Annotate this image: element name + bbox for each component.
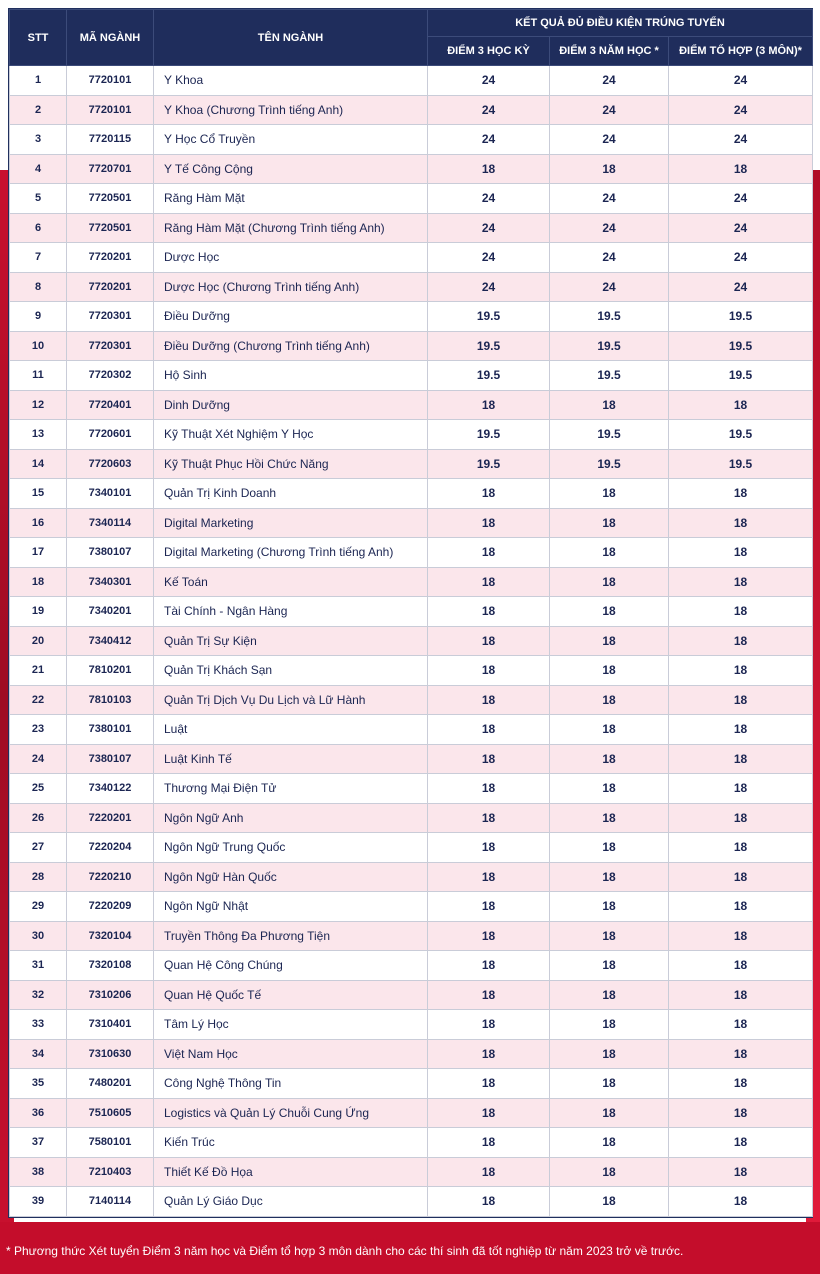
table-row bbox=[10, 1157, 813, 1187]
row-major-name: Y Khoa bbox=[154, 66, 428, 96]
row-stt: 4 bbox=[10, 154, 67, 184]
row-score-3-semesters: 19.5 bbox=[428, 361, 550, 391]
row-score-3-semesters: 24 bbox=[428, 272, 550, 302]
row-major-name: Luật bbox=[154, 715, 428, 745]
table-row bbox=[10, 685, 813, 715]
row-major-name: Ngôn Ngữ Hàn Quốc bbox=[154, 862, 428, 892]
row-score-3-years: 19.5 bbox=[550, 302, 669, 332]
row-score-3-years: 24 bbox=[550, 125, 669, 155]
row-score-3-years: 18 bbox=[550, 921, 669, 951]
row-score-3-semesters: 18 bbox=[428, 744, 550, 774]
row-score-3-years: 19.5 bbox=[550, 331, 669, 361]
row-score-combination: 18 bbox=[669, 980, 813, 1010]
row-major-name: Ngôn Ngữ Trung Quốc bbox=[154, 833, 428, 863]
row-major-name: Hộ Sinh bbox=[154, 361, 428, 391]
row-score-3-years: 18 bbox=[550, 1098, 669, 1128]
header-score-3-years: ĐIỂM 3 NĂM HỌC * bbox=[550, 37, 669, 66]
row-score-3-semesters: 24 bbox=[428, 243, 550, 273]
header-code: MÃ NGÀNH bbox=[67, 10, 154, 66]
row-score-combination: 18 bbox=[669, 1069, 813, 1099]
row-major-name: Kiến Trúc bbox=[154, 1128, 428, 1158]
row-score-3-semesters: 18 bbox=[428, 803, 550, 833]
row-major-name: Điều Dưỡng (Chương Trình tiếng Anh) bbox=[154, 331, 428, 361]
row-code: 7720201 bbox=[67, 243, 154, 273]
row-score-combination: 24 bbox=[669, 125, 813, 155]
row-code: 7380107 bbox=[67, 744, 154, 774]
row-stt: 19 bbox=[10, 597, 67, 627]
row-code: 7320104 bbox=[67, 921, 154, 951]
row-code: 7720101 bbox=[67, 95, 154, 125]
table-row bbox=[10, 243, 813, 273]
row-stt: 16 bbox=[10, 508, 67, 538]
table-row bbox=[10, 125, 813, 155]
row-major-name: Y Học Cổ Truyền bbox=[154, 125, 428, 155]
row-stt: 31 bbox=[10, 951, 67, 981]
row-score-3-semesters: 24 bbox=[428, 66, 550, 96]
row-code: 7220204 bbox=[67, 833, 154, 863]
table-row bbox=[10, 95, 813, 125]
row-code: 7340201 bbox=[67, 597, 154, 627]
row-major-name: Quản Trị Kinh Doanh bbox=[154, 479, 428, 509]
row-code: 7340101 bbox=[67, 479, 154, 509]
header-score-3-semesters: ĐIỂM 3 HỌC KỲ bbox=[428, 37, 550, 66]
row-score-combination: 18 bbox=[669, 626, 813, 656]
row-code: 7720201 bbox=[67, 272, 154, 302]
row-score-3-semesters: 18 bbox=[428, 1069, 550, 1099]
table-row bbox=[10, 862, 813, 892]
table-row bbox=[10, 390, 813, 420]
row-stt: 2 bbox=[10, 95, 67, 125]
row-score-combination: 18 bbox=[669, 951, 813, 981]
row-score-3-years: 18 bbox=[550, 744, 669, 774]
table-row bbox=[10, 715, 813, 745]
table-row bbox=[10, 1069, 813, 1099]
row-score-3-semesters: 18 bbox=[428, 774, 550, 804]
row-stt: 17 bbox=[10, 538, 67, 568]
row-score-3-semesters: 18 bbox=[428, 1187, 550, 1217]
row-score-combination: 18 bbox=[669, 685, 813, 715]
row-stt: 32 bbox=[10, 980, 67, 1010]
table-row bbox=[10, 921, 813, 951]
row-score-combination: 24 bbox=[669, 95, 813, 125]
table-row bbox=[10, 980, 813, 1010]
row-score-3-years: 19.5 bbox=[550, 361, 669, 391]
row-stt: 24 bbox=[10, 744, 67, 774]
row-score-3-years: 18 bbox=[550, 833, 669, 863]
row-score-combination: 18 bbox=[669, 479, 813, 509]
row-score-3-years: 18 bbox=[550, 538, 669, 568]
row-score-combination: 19.5 bbox=[669, 331, 813, 361]
row-major-name: Dược Học (Chương Trình tiếng Anh) bbox=[154, 272, 428, 302]
table-row bbox=[10, 833, 813, 863]
table-row bbox=[10, 1010, 813, 1040]
row-stt: 27 bbox=[10, 833, 67, 863]
row-major-name: Điều Dưỡng bbox=[154, 302, 428, 332]
row-score-3-years: 24 bbox=[550, 66, 669, 96]
row-score-3-semesters: 18 bbox=[428, 538, 550, 568]
row-code: 7340301 bbox=[67, 567, 154, 597]
row-score-combination: 18 bbox=[669, 1098, 813, 1128]
row-code: 7220210 bbox=[67, 862, 154, 892]
row-score-3-years: 18 bbox=[550, 951, 669, 981]
row-score-combination: 18 bbox=[669, 567, 813, 597]
row-score-3-semesters: 24 bbox=[428, 213, 550, 243]
row-score-3-years: 18 bbox=[550, 685, 669, 715]
admission-score-table bbox=[9, 9, 813, 1217]
row-stt: 15 bbox=[10, 479, 67, 509]
row-major-name: Quản Trị Khách Sạn bbox=[154, 656, 428, 686]
row-major-name: Ngôn Ngữ Nhật bbox=[154, 892, 428, 922]
row-score-combination: 18 bbox=[669, 862, 813, 892]
row-score-combination: 18 bbox=[669, 154, 813, 184]
row-major-name: Digital Marketing (Chương Trình tiếng Anh) bbox=[154, 538, 428, 568]
table-row bbox=[10, 479, 813, 509]
row-score-3-semesters: 18 bbox=[428, 597, 550, 627]
row-major-name: Kỹ Thuật Xét Nghiệm Y Học bbox=[154, 420, 428, 450]
table-row bbox=[10, 656, 813, 686]
row-major-name: Quản Lý Giáo Dục bbox=[154, 1187, 428, 1217]
table-row bbox=[10, 1187, 813, 1217]
table-row bbox=[10, 774, 813, 804]
row-code: 7210403 bbox=[67, 1157, 154, 1187]
row-score-3-semesters: 18 bbox=[428, 154, 550, 184]
row-score-3-semesters: 18 bbox=[428, 390, 550, 420]
table-row bbox=[10, 1128, 813, 1158]
row-code: 7340412 bbox=[67, 626, 154, 656]
footnote: * Phương thức Xét tuyển Điểm 3 năm học và Điểm tổ hợp 3 môn dành cho các thí sinh đã tốt nghiệp từ năm 2023 trở về trước. bbox=[6, 1244, 684, 1258]
row-score-3-semesters: 18 bbox=[428, 1039, 550, 1069]
row-stt: 8 bbox=[10, 272, 67, 302]
row-score-combination: 18 bbox=[669, 597, 813, 627]
row-stt: 36 bbox=[10, 1098, 67, 1128]
row-stt: 37 bbox=[10, 1128, 67, 1158]
row-score-combination: 19.5 bbox=[669, 361, 813, 391]
row-major-name: Công Nghệ Thông Tin bbox=[154, 1069, 428, 1099]
table-row bbox=[10, 154, 813, 184]
row-score-3-semesters: 19.5 bbox=[428, 420, 550, 450]
row-stt: 5 bbox=[10, 184, 67, 214]
row-stt: 3 bbox=[10, 125, 67, 155]
row-score-3-years: 24 bbox=[550, 272, 669, 302]
table-header bbox=[10, 10, 813, 66]
row-major-name: Truyền Thông Đa Phương Tiện bbox=[154, 921, 428, 951]
row-score-3-semesters: 19.5 bbox=[428, 331, 550, 361]
row-stt: 39 bbox=[10, 1187, 67, 1217]
row-score-3-years: 18 bbox=[550, 803, 669, 833]
row-major-name: Dược Học bbox=[154, 243, 428, 273]
row-stt: 12 bbox=[10, 390, 67, 420]
row-major-name: Kế Toán bbox=[154, 567, 428, 597]
row-code: 7380107 bbox=[67, 538, 154, 568]
row-stt: 33 bbox=[10, 1010, 67, 1040]
table-row bbox=[10, 272, 813, 302]
row-score-3-years: 18 bbox=[550, 597, 669, 627]
row-code: 7720101 bbox=[67, 66, 154, 96]
row-score-combination: 18 bbox=[669, 390, 813, 420]
table-row bbox=[10, 597, 813, 627]
row-major-name: Kỹ Thuật Phục Hồi Chức Năng bbox=[154, 449, 428, 479]
row-code: 7720501 bbox=[67, 184, 154, 214]
row-score-3-semesters: 24 bbox=[428, 125, 550, 155]
row-score-3-years: 19.5 bbox=[550, 449, 669, 479]
row-major-name: Quản Trị Sự Kiện bbox=[154, 626, 428, 656]
row-stt: 30 bbox=[10, 921, 67, 951]
row-stt: 14 bbox=[10, 449, 67, 479]
table-row bbox=[10, 538, 813, 568]
row-major-name: Ngôn Ngữ Anh bbox=[154, 803, 428, 833]
row-score-combination: 18 bbox=[669, 1039, 813, 1069]
table-row bbox=[10, 1098, 813, 1128]
row-score-3-semesters: 24 bbox=[428, 184, 550, 214]
row-score-3-semesters: 18 bbox=[428, 567, 550, 597]
row-score-3-semesters: 18 bbox=[428, 833, 550, 863]
row-code: 7380101 bbox=[67, 715, 154, 745]
row-stt: 20 bbox=[10, 626, 67, 656]
row-stt: 13 bbox=[10, 420, 67, 450]
row-score-3-years: 18 bbox=[550, 656, 669, 686]
row-code: 7480201 bbox=[67, 1069, 154, 1099]
row-score-3-years: 24 bbox=[550, 95, 669, 125]
row-major-name: Quan Hệ Công Chúng bbox=[154, 951, 428, 981]
row-score-3-semesters: 18 bbox=[428, 921, 550, 951]
row-stt: 23 bbox=[10, 715, 67, 745]
row-score-3-years: 18 bbox=[550, 508, 669, 538]
row-score-combination: 24 bbox=[669, 243, 813, 273]
row-major-name: Tài Chính - Ngân Hàng bbox=[154, 597, 428, 627]
row-score-3-years: 18 bbox=[550, 390, 669, 420]
row-major-name: Quan Hệ Quốc Tế bbox=[154, 980, 428, 1010]
row-code: 7720301 bbox=[67, 302, 154, 332]
row-stt: 29 bbox=[10, 892, 67, 922]
row-score-3-years: 18 bbox=[550, 567, 669, 597]
row-score-combination: 18 bbox=[669, 1128, 813, 1158]
row-score-3-years: 18 bbox=[550, 1039, 669, 1069]
table-row bbox=[10, 744, 813, 774]
row-major-name: Y Khoa (Chương Trình tiếng Anh) bbox=[154, 95, 428, 125]
row-score-3-years: 18 bbox=[550, 479, 669, 509]
row-code: 7310206 bbox=[67, 980, 154, 1010]
row-code: 7340122 bbox=[67, 774, 154, 804]
row-score-combination: 24 bbox=[669, 184, 813, 214]
row-code: 7720301 bbox=[67, 331, 154, 361]
table-row bbox=[10, 626, 813, 656]
row-major-name: Thiết Kế Đồ Họa bbox=[154, 1157, 428, 1187]
row-score-3-semesters: 19.5 bbox=[428, 449, 550, 479]
row-code: 7220201 bbox=[67, 803, 154, 833]
row-score-3-years: 24 bbox=[550, 213, 669, 243]
row-score-3-semesters: 19.5 bbox=[428, 302, 550, 332]
row-major-name: Dinh Dưỡng bbox=[154, 390, 428, 420]
row-score-3-years: 19.5 bbox=[550, 420, 669, 450]
row-score-combination: 18 bbox=[669, 833, 813, 863]
row-score-3-years: 18 bbox=[550, 1069, 669, 1099]
row-code: 7320108 bbox=[67, 951, 154, 981]
row-code: 7720401 bbox=[67, 390, 154, 420]
row-score-3-semesters: 18 bbox=[428, 1098, 550, 1128]
row-score-3-years: 18 bbox=[550, 154, 669, 184]
table-row bbox=[10, 567, 813, 597]
row-score-3-semesters: 18 bbox=[428, 626, 550, 656]
row-code: 7510605 bbox=[67, 1098, 154, 1128]
row-score-combination: 19.5 bbox=[669, 302, 813, 332]
row-code: 7810201 bbox=[67, 656, 154, 686]
row-code: 7720501 bbox=[67, 213, 154, 243]
row-score-combination: 18 bbox=[669, 1187, 813, 1217]
row-score-combination: 24 bbox=[669, 272, 813, 302]
header-result-group: KẾT QUẢ ĐỦ ĐIỀU KIỆN TRÚNG TUYỂN bbox=[428, 10, 813, 37]
row-score-combination: 18 bbox=[669, 656, 813, 686]
row-score-3-semesters: 18 bbox=[428, 656, 550, 686]
table-row bbox=[10, 1039, 813, 1069]
header-stt: STT bbox=[10, 10, 67, 66]
row-code: 7810103 bbox=[67, 685, 154, 715]
row-stt: 21 bbox=[10, 656, 67, 686]
row-score-3-semesters: 18 bbox=[428, 715, 550, 745]
table-row bbox=[10, 892, 813, 922]
row-code: 7340114 bbox=[67, 508, 154, 538]
row-stt: 6 bbox=[10, 213, 67, 243]
row-major-name: Việt Nam Học bbox=[154, 1039, 428, 1069]
row-score-3-semesters: 18 bbox=[428, 1157, 550, 1187]
row-score-combination: 18 bbox=[669, 1157, 813, 1187]
row-score-3-years: 18 bbox=[550, 980, 669, 1010]
header-name: TÊN NGÀNH bbox=[154, 10, 428, 66]
row-major-name: Logistics và Quản Lý Chuỗi Cung Ứng bbox=[154, 1098, 428, 1128]
row-score-combination: 18 bbox=[669, 715, 813, 745]
row-stt: 28 bbox=[10, 862, 67, 892]
row-score-combination: 24 bbox=[669, 66, 813, 96]
row-score-3-years: 18 bbox=[550, 1010, 669, 1040]
row-score-3-years: 18 bbox=[550, 862, 669, 892]
table-row bbox=[10, 213, 813, 243]
row-stt: 34 bbox=[10, 1039, 67, 1069]
row-major-name: Thương Mại Điện Tử bbox=[154, 774, 428, 804]
row-score-3-semesters: 24 bbox=[428, 95, 550, 125]
row-stt: 38 bbox=[10, 1157, 67, 1187]
row-code: 7140114 bbox=[67, 1187, 154, 1217]
row-score-3-semesters: 18 bbox=[428, 685, 550, 715]
row-code: 7310630 bbox=[67, 1039, 154, 1069]
row-score-3-years: 18 bbox=[550, 1187, 669, 1217]
row-score-combination: 18 bbox=[669, 892, 813, 922]
row-stt: 7 bbox=[10, 243, 67, 273]
row-score-combination: 19.5 bbox=[669, 449, 813, 479]
row-score-combination: 18 bbox=[669, 538, 813, 568]
row-major-name: Digital Marketing bbox=[154, 508, 428, 538]
row-score-combination: 18 bbox=[669, 744, 813, 774]
row-stt: 18 bbox=[10, 567, 67, 597]
admission-table-container bbox=[8, 8, 813, 1218]
row-code: 7720701 bbox=[67, 154, 154, 184]
row-score-3-semesters: 18 bbox=[428, 951, 550, 981]
row-major-name: Tâm Lý Học bbox=[154, 1010, 428, 1040]
row-score-3-semesters: 18 bbox=[428, 479, 550, 509]
table-body bbox=[10, 66, 813, 1217]
row-major-name: Luật Kinh Tế bbox=[154, 744, 428, 774]
row-score-combination: 18 bbox=[669, 803, 813, 833]
table-row bbox=[10, 361, 813, 391]
row-score-3-semesters: 18 bbox=[428, 892, 550, 922]
table-row bbox=[10, 803, 813, 833]
row-code: 7720603 bbox=[67, 449, 154, 479]
row-stt: 9 bbox=[10, 302, 67, 332]
row-code: 7720601 bbox=[67, 420, 154, 450]
row-score-3-semesters: 18 bbox=[428, 1128, 550, 1158]
row-major-name: Răng Hàm Mặt (Chương Trình tiếng Anh) bbox=[154, 213, 428, 243]
row-stt: 11 bbox=[10, 361, 67, 391]
row-code: 7310401 bbox=[67, 1010, 154, 1040]
row-score-3-semesters: 18 bbox=[428, 508, 550, 538]
row-score-combination: 24 bbox=[669, 213, 813, 243]
table-row bbox=[10, 951, 813, 981]
row-score-3-years: 18 bbox=[550, 715, 669, 745]
row-major-name: Y Tế Công Cộng bbox=[154, 154, 428, 184]
row-code: 7580101 bbox=[67, 1128, 154, 1158]
row-score-3-years: 24 bbox=[550, 184, 669, 214]
row-stt: 22 bbox=[10, 685, 67, 715]
row-stt: 10 bbox=[10, 331, 67, 361]
row-code: 7220209 bbox=[67, 892, 154, 922]
row-score-3-semesters: 18 bbox=[428, 980, 550, 1010]
row-score-3-years: 24 bbox=[550, 243, 669, 273]
row-score-combination: 18 bbox=[669, 1010, 813, 1040]
row-stt: 26 bbox=[10, 803, 67, 833]
row-code: 7720115 bbox=[67, 125, 154, 155]
row-score-3-years: 18 bbox=[550, 892, 669, 922]
row-score-3-years: 18 bbox=[550, 626, 669, 656]
table-row bbox=[10, 302, 813, 332]
row-stt: 1 bbox=[10, 66, 67, 96]
row-score-3-years: 18 bbox=[550, 1157, 669, 1187]
row-code: 7720302 bbox=[67, 361, 154, 391]
row-major-name: Răng Hàm Mặt bbox=[154, 184, 428, 214]
table-row bbox=[10, 420, 813, 450]
row-major-name: Quản Trị Dịch Vụ Du Lịch và Lữ Hành bbox=[154, 685, 428, 715]
row-score-3-years: 18 bbox=[550, 774, 669, 804]
table-row bbox=[10, 184, 813, 214]
table-row bbox=[10, 508, 813, 538]
row-score-3-semesters: 18 bbox=[428, 862, 550, 892]
row-score-combination: 18 bbox=[669, 774, 813, 804]
table-row bbox=[10, 449, 813, 479]
row-stt: 25 bbox=[10, 774, 67, 804]
row-score-combination: 19.5 bbox=[669, 420, 813, 450]
row-score-3-years: 18 bbox=[550, 1128, 669, 1158]
row-stt: 35 bbox=[10, 1069, 67, 1099]
row-score-3-semesters: 18 bbox=[428, 1010, 550, 1040]
table-row bbox=[10, 331, 813, 361]
row-score-combination: 18 bbox=[669, 921, 813, 951]
table-row bbox=[10, 66, 813, 96]
header-score-combination: ĐIỂM TỔ HỢP (3 MÔN)* bbox=[669, 37, 813, 66]
row-score-combination: 18 bbox=[669, 508, 813, 538]
